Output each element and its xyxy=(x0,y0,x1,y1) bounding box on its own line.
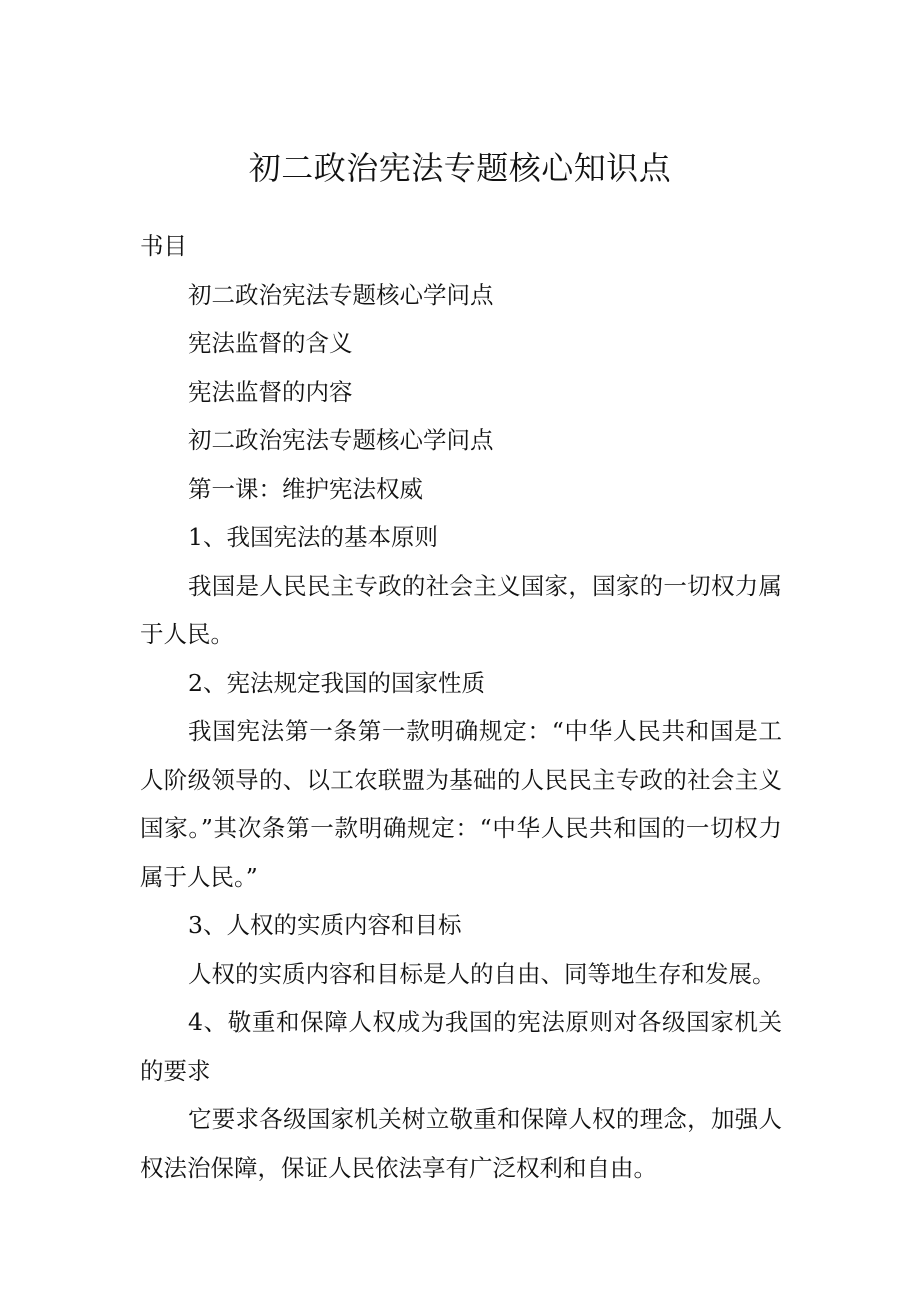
point-heading: 1、我国宪法的基本原则 xyxy=(188,523,438,551)
section-heading: 初二政治宪法专题核心学问点 xyxy=(188,426,494,454)
point-heading: 4、敬重和保障人权成为我国的宪法原则对各级国家机关的要求 xyxy=(140,1008,782,1085)
paragraph: 它要求各级国家机关树立敬重和保障人权的理念，加强人权法治保障，保证人民依法享有广泛权利和自由。 xyxy=(140,1105,782,1182)
paragraph: 我国是人民民主专政的社会主义国家，国家的一切权力属于人民。 xyxy=(140,571,782,648)
point-heading: 2、宪法规定我国的国家性质 xyxy=(188,668,485,697)
toc-item[interactable]: 宪法监督的含义 xyxy=(188,329,353,357)
document-content xyxy=(140,222,782,1192)
paragraph: 我国宪法第一条第一款明确规定：“中华人民共和国是工人阶级领导的、以工农联盟为基础的人民民主专政的社会主义国家。”其次条第一款明确规定：“中华人民共和国的一切权力属于人民。” xyxy=(140,717,782,891)
toc-item[interactable]: 宪法监督的内容 xyxy=(188,377,353,406)
paragraph: 人权的实质内容和目标是人的自由、同等地生存和发展。 xyxy=(188,959,776,988)
toc-heading: 书目 xyxy=(140,232,187,260)
lesson-heading: 第一课：维护宪法权威 xyxy=(188,474,423,503)
toc-item[interactable]: 初二政治宪法专题核心学问点 xyxy=(188,280,494,309)
point-heading: 3、人权的实质内容和目标 xyxy=(188,911,462,939)
document-title: 初二政治宪法专题核心知识点 xyxy=(248,149,672,187)
